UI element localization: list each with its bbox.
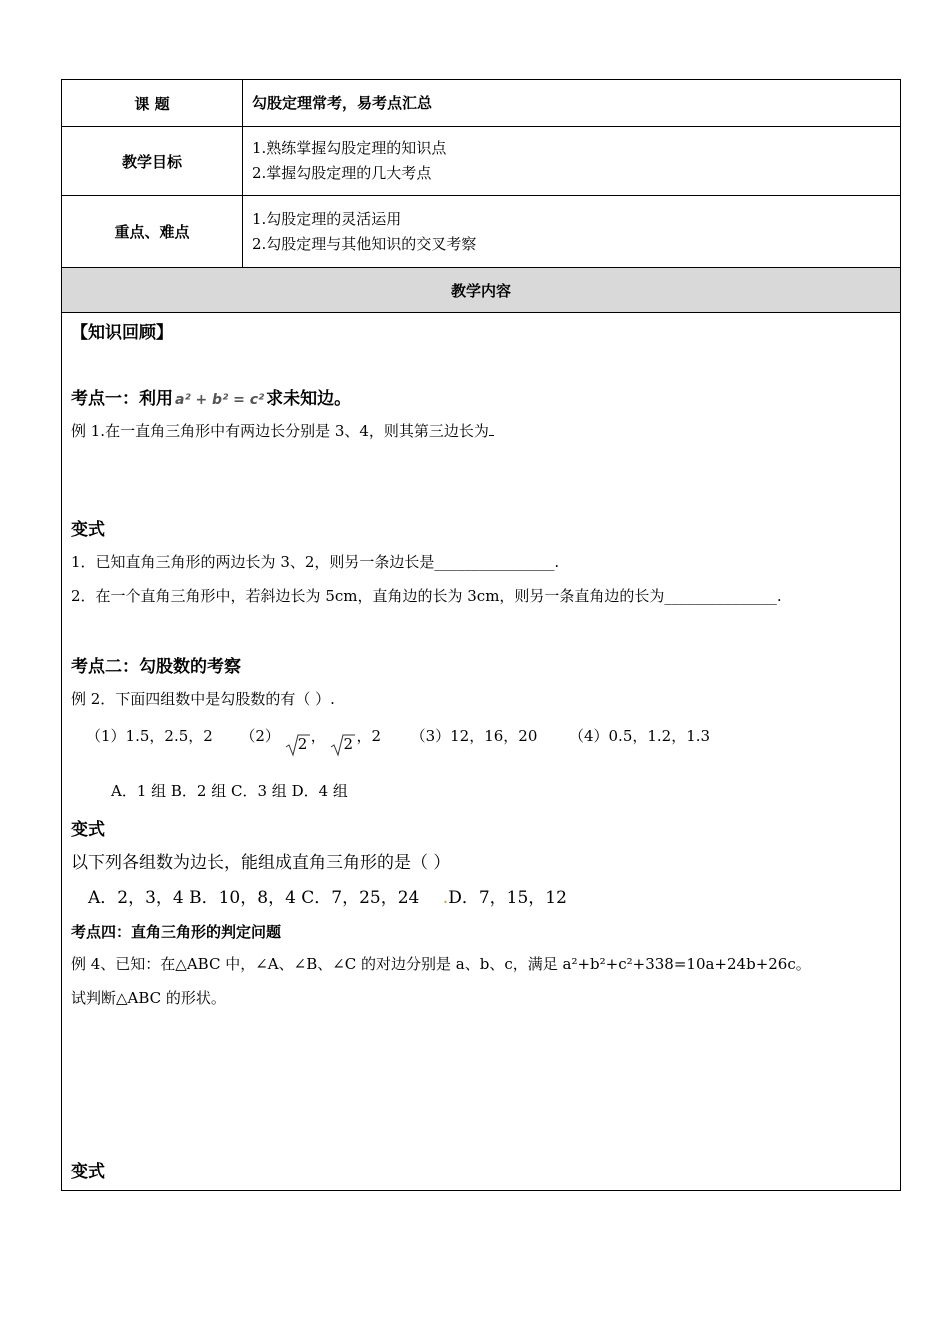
example-2-choices: A．1 组 B．2 组 C．3 组 D．4 组: [111, 782, 348, 800]
variant-3-title: 变式: [71, 1162, 105, 1182]
choices-abc: A．2，3，4 B．10，8，4 C．7，25，24: [88, 888, 420, 908]
variant-2-question: 以下列各组数为边长，能组成直角三角形的是（ ）: [71, 853, 451, 873]
point4-title: 考点四：直角三角形的判定问题: [71, 923, 282, 941]
option-1: （1）1.5，2.5，2: [86, 727, 213, 745]
topic-label: 课 题: [62, 80, 243, 126]
point1-suffix: 求未知边。: [266, 389, 352, 409]
topic-row: [62, 80, 900, 127]
option-2-suffix: ，2: [356, 727, 382, 745]
variant-1-question-2: 2．在一个直角三角形中，若斜边长为 5cm，直角边的长为 3cm，则另一条直角边的长为_______________.: [71, 587, 782, 605]
option-4: （4）0.5，1.2，1.3: [568, 727, 711, 745]
focus-list: [252, 196, 900, 267]
sqrt-radicand: 2: [297, 735, 308, 753]
focus-label: 重点、难点: [62, 196, 243, 267]
focus-item: 2.勾股定理与其他知识的交叉考察: [252, 234, 477, 253]
goal-item: 1.熟练掌握勾股定理的知识点: [252, 139, 447, 157]
option-3: （3）12，16，20: [410, 727, 538, 745]
variant-1-question-1: 1．已知直角三角形的两边长为 3、2，则另一条边长是________________.: [71, 553, 560, 571]
focus-item: 1.勾股定理的灵活运用: [252, 209, 402, 228]
review-title: 【知识回顾】: [71, 323, 173, 343]
example-1-text: 例 1.在一直角三角形中有两边长分别是 3、4，则其第三边长为: [71, 422, 489, 440]
pythagorean-formula: a² + b² = c²: [175, 392, 265, 408]
dot-mark: .: [442, 888, 449, 908]
goals-list: [252, 127, 900, 195]
sqrt-radicand: 2: [343, 735, 354, 753]
point1-prefix: 考点一：利用: [71, 389, 173, 409]
answer-blank: [489, 435, 494, 436]
variant-2-title: 变式: [71, 820, 105, 840]
goals-row: [62, 127, 900, 196]
focus-row: [62, 196, 900, 268]
goals-label: 教学目标: [62, 127, 243, 195]
option-2-prefix: （2）: [240, 727, 280, 745]
point2-title: 考点二：勾股数的考察: [71, 657, 241, 677]
point1-title: [71, 384, 351, 409]
choice-d: D．7，15，12: [448, 888, 567, 908]
content-header-row: [62, 268, 900, 313]
sqrt-2-first: [285, 733, 311, 761]
example-1: [71, 420, 494, 441]
example-4-line-2: 试判断△ABC 的形状。: [71, 989, 226, 1007]
example-4-line-1: 例 4、已知：在△ABC 中，∠A、∠B、∠C 的对边分别是 a、b、c，满足 a²+b²+c²+338=10a+24b+26c。: [71, 955, 811, 973]
lesson-plan-table: [61, 79, 901, 1191]
variant-2-choices: [88, 883, 567, 908]
topic-text: 勾股定理常考，易考点汇总: [252, 93, 433, 112]
variant-1-title: 变式: [71, 520, 105, 540]
goal-item: 2.掌握勾股定理的几大考点: [252, 164, 432, 182]
example-2-options: （1）1.5，2.5，2 （2） 2 ， 2 ，2 （3）12，16，20 （4）0.5，1.2，1.3: [86, 723, 710, 751]
sqrt-2-second: [330, 733, 356, 761]
content-header-label: 教学内容: [450, 281, 511, 300]
topic-value: [252, 80, 900, 126]
example-2: 例 2．下面四组数中是勾股数的有（ ）.: [71, 690, 335, 708]
